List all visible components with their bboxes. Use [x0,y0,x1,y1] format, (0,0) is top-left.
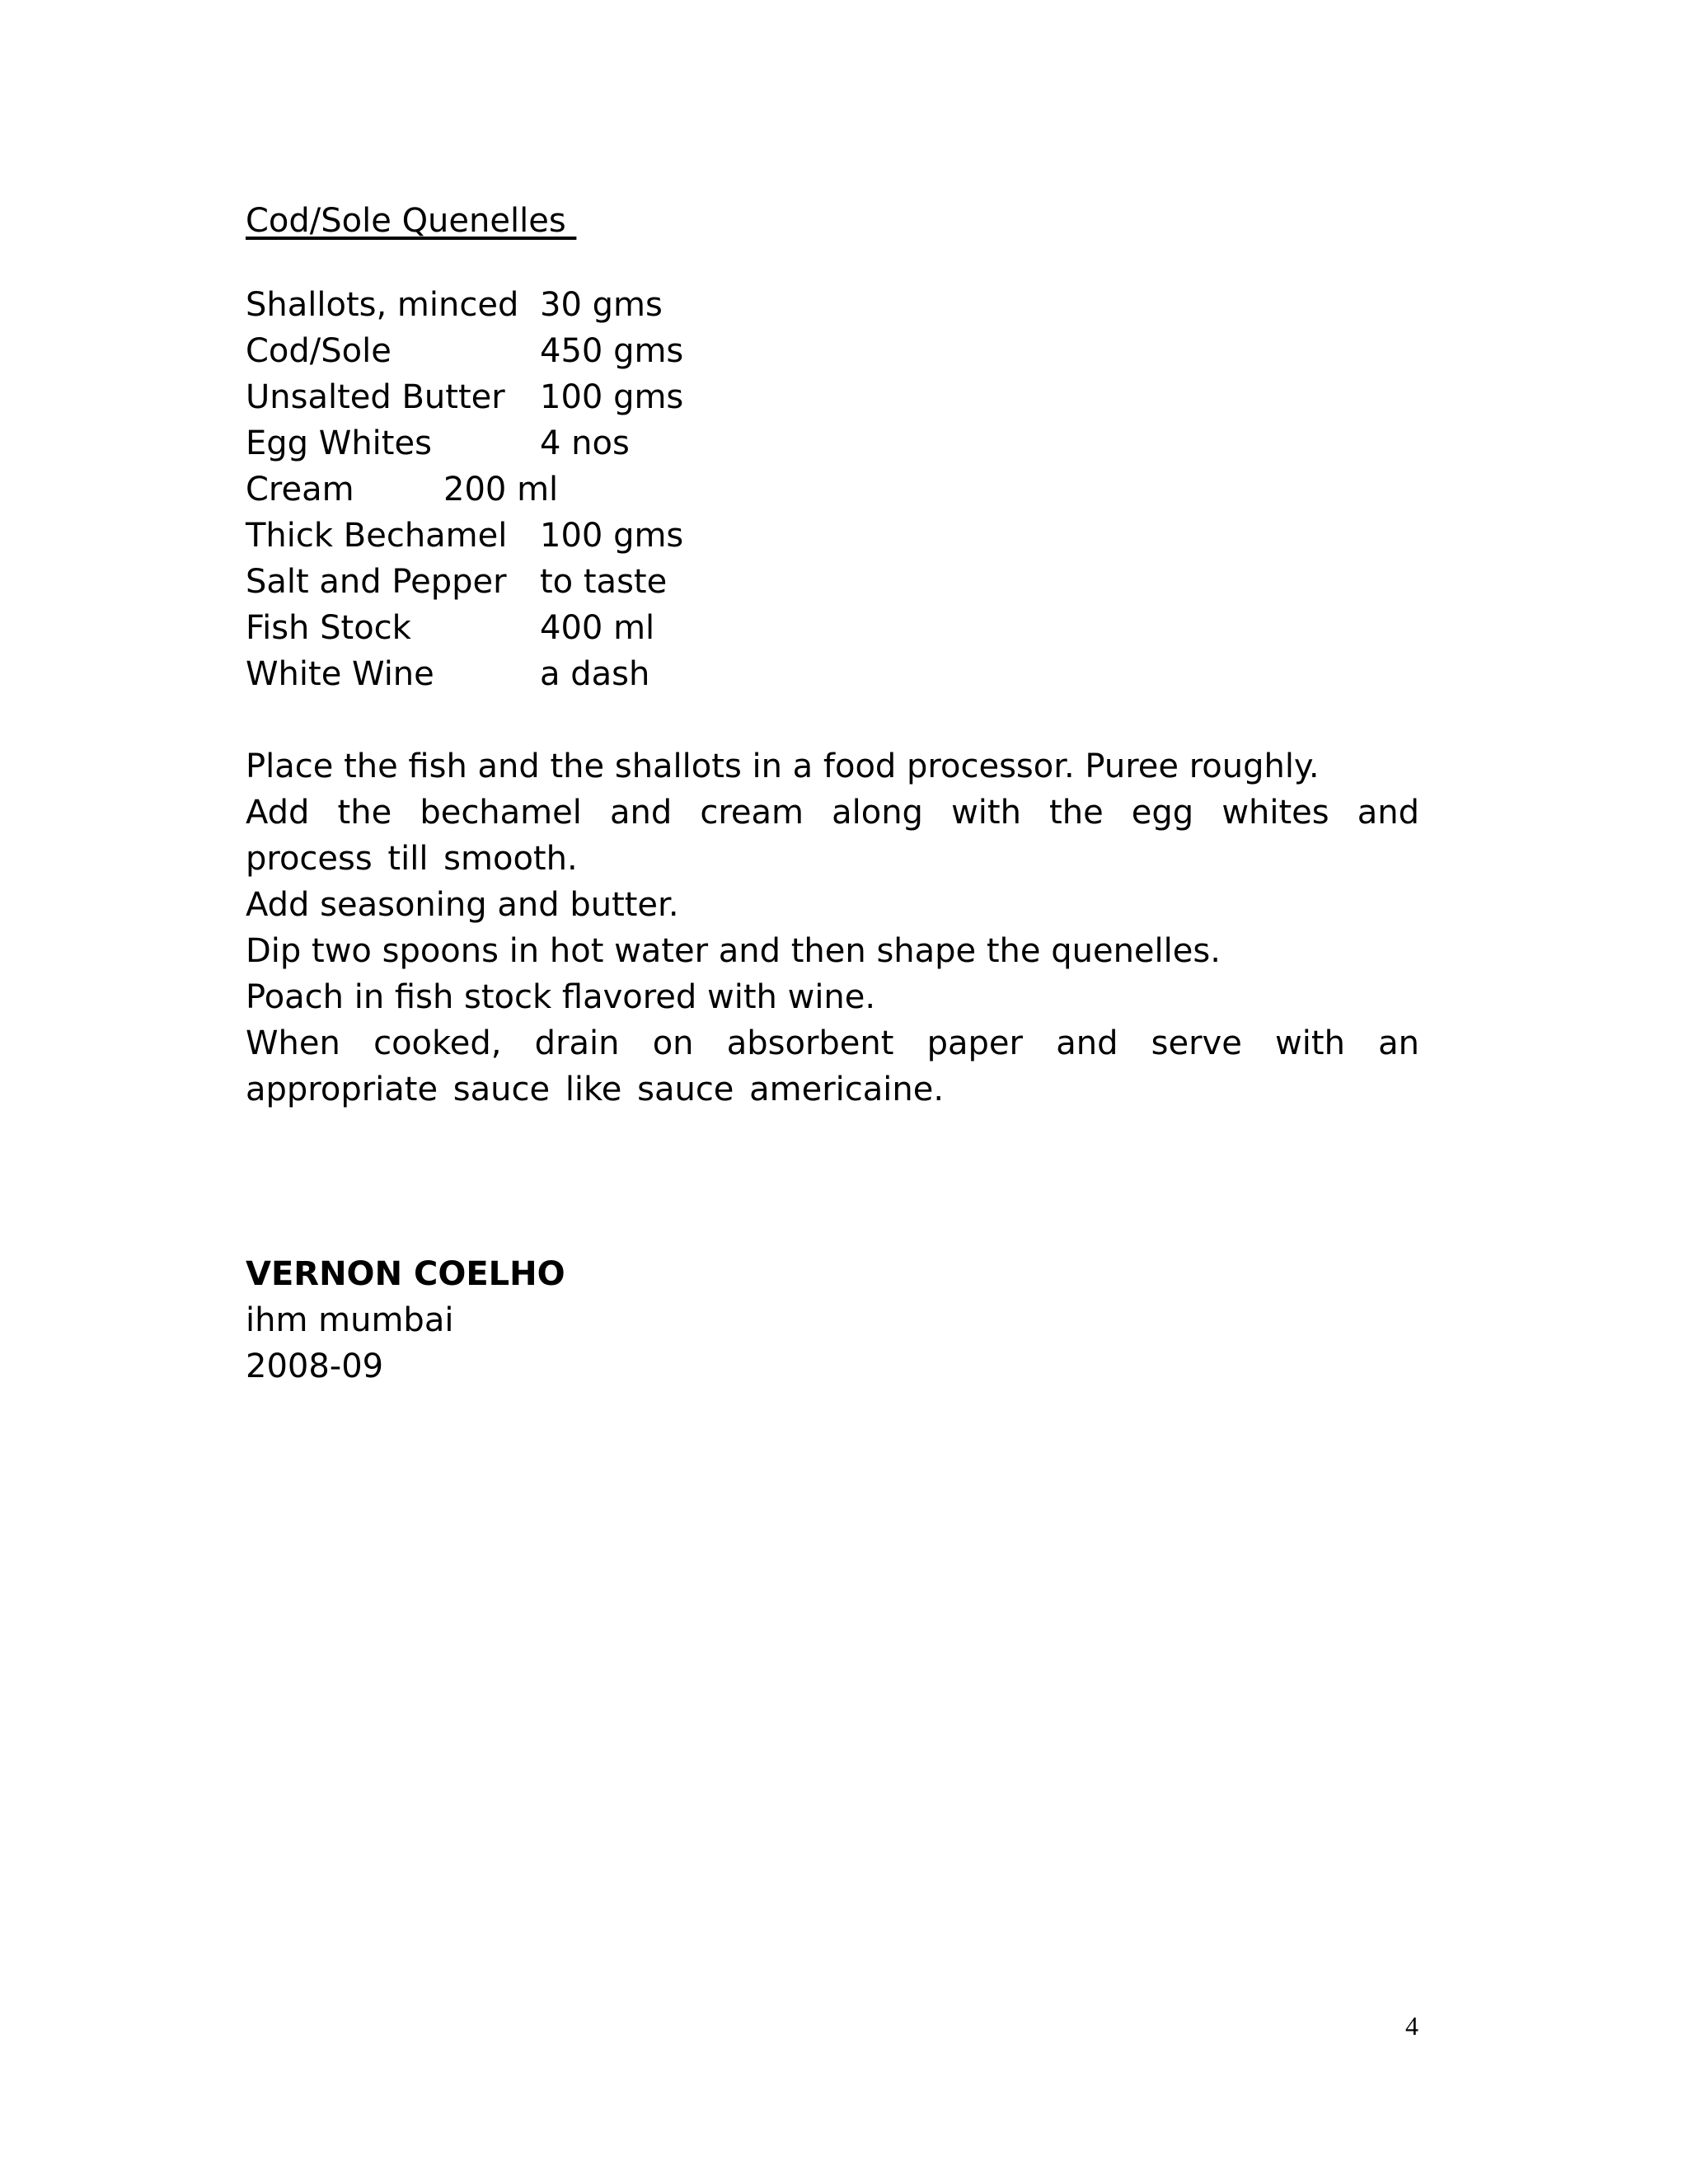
ingredient-quantity: 400 ml [540,609,655,647]
ingredient-row [246,282,1419,328]
ingredient-list [246,282,1419,697]
ingredient-name: Shallots, minced [246,286,519,324]
ingredient-quantity: to taste [540,563,668,601]
ingredient-row [246,374,1419,420]
ingredient-quantity: 200 ml [443,471,559,509]
ingredient-quantity: 30 gms [540,286,663,324]
ingredient-name: Unsalted Butter [246,378,505,416]
method-step: Add seasoning and butter. [246,886,679,924]
ingredient-name: Egg Whites [246,424,432,462]
ingredient-row [246,420,1419,466]
ingredient-row [246,651,1419,697]
ingredient-row [246,328,1419,374]
author-year: 2008-09 [246,1347,384,1385]
recipe-title: Cod/Sole Quenelles [246,202,577,240]
page-number: 4 [1405,2011,1418,2041]
ingredient-quantity: 100 gms [540,517,684,555]
ingredient-quantity: 450 gms [540,332,684,370]
method-step: Poach in fish stock flavored with wine. [246,978,876,1016]
method-steps [246,743,1419,1113]
method-step: Add the bechamel and cream along with the egg whites and process till smooth. [246,794,1419,878]
author-institution: ihm mumbai [246,1301,454,1339]
ingredient-quantity: 4 nos [540,424,630,462]
ingredient-row [246,559,1419,605]
ingredient-row [246,605,1419,651]
method-step: Place the fish and the shallots in a food processor. Puree roughly. [246,748,1320,785]
ingredient-name: Thick Bechamel [246,517,508,555]
page-content [246,198,1419,1390]
method-step: Dip two spoons in hot water and then shape the quenelles. [246,932,1221,970]
method-step: When cooked, drain on absorbent paper and serve with an appropriate sauce like sauce americaine. [246,1024,1419,1108]
ingredient-name: Salt and Pepper [246,563,507,601]
ingredient-quantity: a dash [540,655,650,693]
ingredient-row [246,513,1419,559]
ingredient-name: Cod/Sole [246,332,392,370]
ingredient-name: Fish Stock [246,609,411,647]
ingredient-name: White Wine [246,655,434,693]
author-name: VERNON COELHO [246,1255,565,1293]
ingredient-quantity: 100 gms [540,378,684,416]
ingredient-name: Cream [246,471,354,509]
author-block [246,1251,1419,1390]
ingredient-row [246,466,1419,513]
